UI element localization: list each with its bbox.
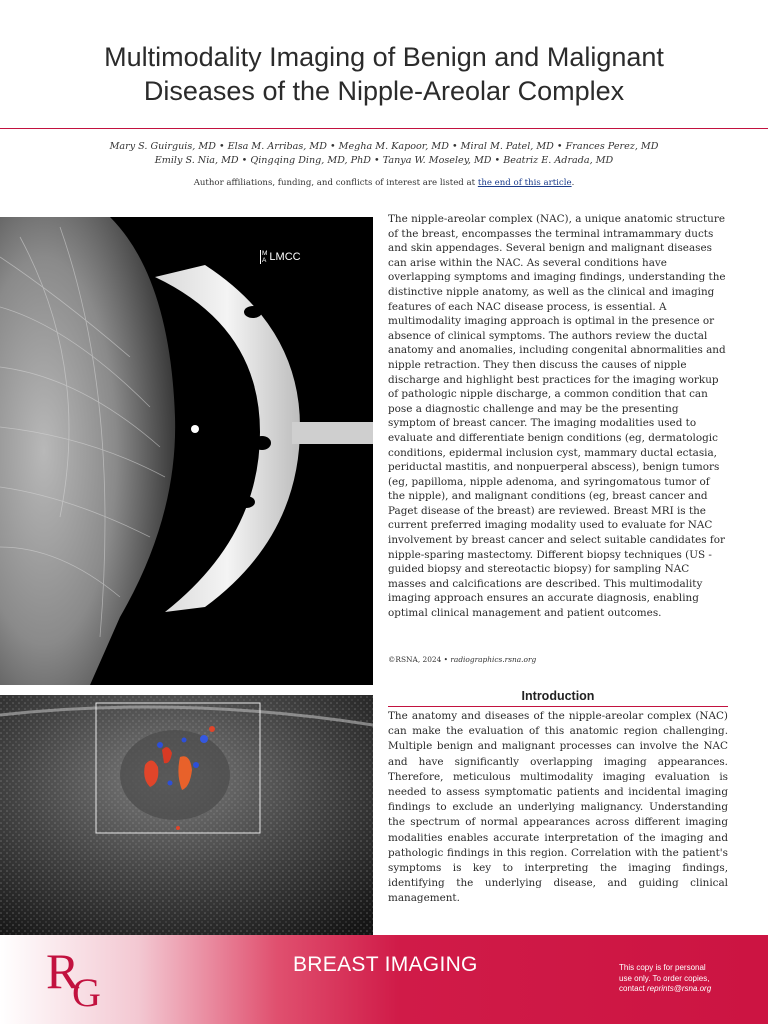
author-line2: Emily S. Nia, MD • Qingqing Ding, MD, PhD • Tanya W. Moseley, MD • Beatriz E. Adrada, MD <box>154 155 614 166</box>
reprint-note <box>619 963 739 995</box>
article-title-line1: Multimodality Imaging of Benign and Malignant <box>104 42 664 72</box>
reprint-note-line1: This copy is for personal <box>619 963 706 972</box>
reprint-note-line2: use only. To order copies, <box>619 973 710 983</box>
ultrasound-graphic <box>0 695 373 935</box>
author-list <box>40 140 728 168</box>
introduction-divider <box>388 706 728 707</box>
article-title-line2: Diseases of the Nipple-Areolar Complex <box>143 76 625 106</box>
article-title <box>20 40 748 108</box>
journal-site: radiographics.rsna.org <box>450 655 537 664</box>
mammogram-graphic <box>0 217 373 685</box>
affiliation-suffix: . <box>571 178 575 188</box>
svg-text:G: G <box>72 970 101 1012</box>
view-label-small-top: M <box>262 250 268 257</box>
rg-logo <box>44 940 114 1012</box>
view-label-text: LMCC <box>269 251 301 263</box>
copyright-text: ©RSNA, 2024 • <box>388 655 451 664</box>
ultrasound-image <box>0 695 373 935</box>
end-of-article-link[interactable]: the end of this article <box>477 178 572 188</box>
svg-text:R: R <box>46 943 80 999</box>
copyright-line <box>388 655 728 664</box>
view-label-small-bottom: A <box>262 257 267 264</box>
author-line1: Mary S. Guirguis, MD • Elsa M. Arribas, MD • Megha M. Kapoor, MD • Miral M. Patel, MD • Frances Perez, MD <box>109 141 659 152</box>
title-divider <box>0 128 768 129</box>
mammogram-image <box>0 217 373 685</box>
reprint-note-prefix: contact <box>619 984 648 993</box>
reprint-email[interactable]: reprints@rsna.org <box>647 984 712 993</box>
abstract-text: The nipple-areolar complex (NAC), a unique anatomic structure of the breast, encompasses the terminal intramammary ducts and skin appendages. Several benign and malignant diseases can arise within the NAC. As several conditions have overlapping symptoms and imaging findings, understanding the distinctive nipple anatomy, as well as the clinical and imaging features of each NAC disease process, is essential. A multimodality imaging approach is optimal in the presence or absence of clinical symptoms. The authors review the ductal anatomy and anomalies, including congenital abnormalities and nipple retraction. They then discuss the causes of nipple discharge and highlight best practices for the imaging workup of pathologic nipple discharge, a common condition that can pose a diagnostic challenge and may be the presenting symptom of breast cancer. The imaging modalities used to evaluate and differentiate benign conditions (eg, dermatologic conditions, epidermal inclusion cyst, mammary ductal ectasia, periductal mastitis, and nonpuerperal abscess), benign tumors (eg, papilloma, nipple adenoma, and syringomatous tumor of the nipple), and malignant conditions (eg, breast cancer and Paget disease of the breast) are reviewed. Breast MRI is the current preferred imaging modality used to evaluate for NAC involvement by breast cancer and select suitable candidates for nipple-sparing mastectomy. Different biopsy techniques (US -guided biopsy and stereotactic biopsy) for sampling NAC masses and calcifications are described. This multimodality imaging approach ensures an accurate diagnosis, enabling optimal clinical management and patient outcomes. <box>388 213 726 620</box>
introduction-heading: Introduction <box>521 689 595 703</box>
view-label <box>260 250 301 264</box>
affiliation-note <box>40 177 728 189</box>
affiliation-prefix: Author affiliations, funding, and conflicts of interest are listed at <box>193 178 478 188</box>
introduction-text: The anatomy and diseases of the nipple-areolar complex (NAC) can make the evaluation of this anatomic region challenging. Multiple benign and malignant processes can involve the NAC and have significantly overlapping imaging appearances. Therefore, meticulous multimodality imaging evaluation is needed to assess symptomatic patients and incidental imaging findings to exclude an underlying malignancy. Understanding the spectrum of normal appearances across different imaging modalities enables accurate interpretation of the imaging and pathologic findings in this region. Correlation with the patient's symptoms is key to interpreting the imaging findings, identifying the underlying disease, and guiding clinical management. <box>388 710 728 905</box>
section-label: BREAST IMAGING <box>293 953 478 976</box>
